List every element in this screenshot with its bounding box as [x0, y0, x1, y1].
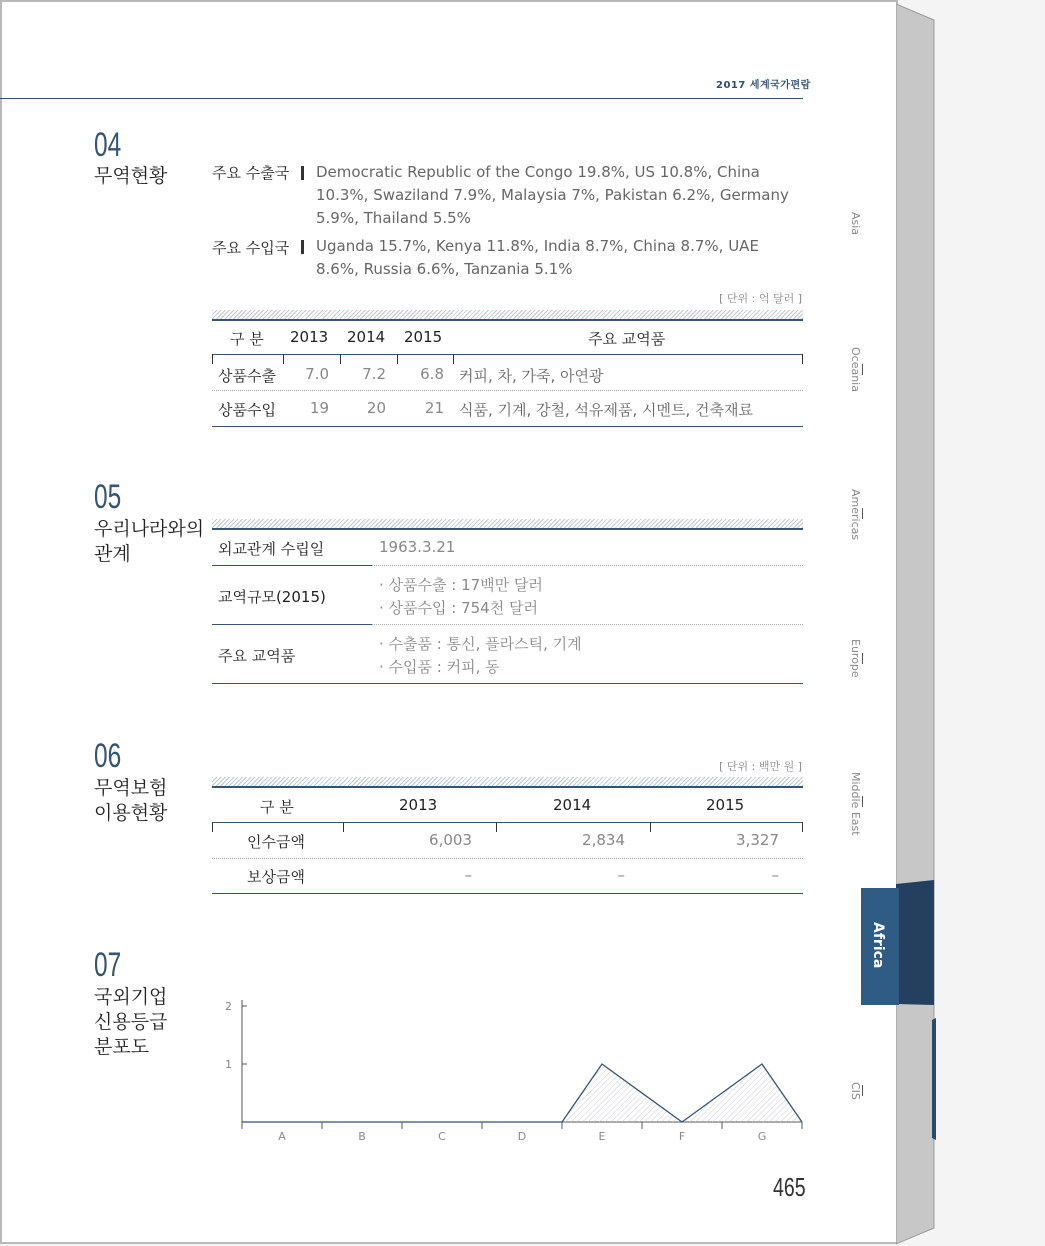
- value-2014: 7.2: [362, 365, 386, 383]
- series-area: [242, 1064, 802, 1122]
- section-05-title-line2: 관계: [94, 543, 131, 565]
- relation-label-established: 외교관계 수립일: [218, 540, 325, 558]
- insurance-header-2013: 2013: [399, 796, 438, 814]
- tab-asia[interactable]: Asia: [849, 212, 862, 236]
- tab-marker: [862, 364, 863, 375]
- value-2014: –: [617, 866, 625, 884]
- row-divider: [212, 858, 803, 859]
- tab-europe[interactable]: Europe: [849, 639, 862, 678]
- relation-value-exports: · 상품수출 : 17백만 달러: [379, 576, 543, 594]
- section-07-title-line3: 분포도: [94, 1036, 150, 1058]
- x-tick-label-B: B: [358, 1130, 366, 1143]
- y-tick-label-2: 2: [225, 1000, 232, 1013]
- trade-header-2015: 2015: [404, 328, 443, 346]
- value-2015: 6.8: [420, 365, 444, 383]
- section-07-number: 07: [94, 946, 122, 984]
- value-2013: 6,003: [429, 831, 472, 849]
- value-2013: –: [464, 866, 472, 884]
- table-bottom-rule: [212, 893, 803, 894]
- section-07-title-line2: 신용등급: [94, 1011, 168, 1033]
- tab-cis[interactable]: CIS: [849, 1082, 862, 1100]
- trade-header-2013: 2013: [290, 328, 329, 346]
- section-04-title: 무역현황: [94, 165, 168, 187]
- table-top-rule: [212, 310, 803, 321]
- insurance-header-2015: 2015: [706, 796, 745, 814]
- row-divider: [372, 565, 803, 566]
- tab-middle-east[interactable]: Middle East: [849, 772, 862, 836]
- column-tick: [340, 354, 341, 364]
- table-bottom-rule: [212, 426, 803, 427]
- tab-marker: [862, 1085, 863, 1096]
- header-rule: [0, 98, 803, 99]
- section-05-title-line1: 우리나라와의: [94, 518, 205, 540]
- export-countries-label: 주요 수출국: [212, 164, 290, 182]
- relation-value-export-goods: · 수출품 : 통신, 플라스틱, 기계: [379, 635, 582, 653]
- relation-label-main-goods: 주요 교역품: [218, 647, 296, 665]
- column-tick: [212, 354, 213, 364]
- value-2013: 19: [309, 399, 329, 417]
- x-tick-label-E: E: [598, 1130, 606, 1143]
- section-06-title-line1: 무역보험: [94, 777, 168, 799]
- x-tick-label-A: A: [278, 1130, 286, 1143]
- page-number: 465: [773, 1172, 806, 1202]
- relation-value-established: 1963.3.21: [379, 538, 456, 556]
- row-divider: [372, 624, 803, 625]
- row-divider: [212, 390, 803, 391]
- section-04-number: 04: [94, 126, 122, 164]
- value-2014: 20: [366, 399, 386, 417]
- label-rule: [212, 624, 372, 625]
- table-top-rule: [212, 777, 803, 788]
- column-tick: [802, 354, 803, 364]
- x-tick-label-D: D: [517, 1130, 527, 1143]
- value-2015: 3,327: [736, 831, 779, 849]
- insurance-unit-note: [ 단위 : 백만 원 ]: [719, 760, 802, 773]
- label-rule: [212, 565, 372, 566]
- x-tick-label-F: F: [678, 1130, 686, 1143]
- tab-marker: [862, 508, 863, 519]
- label-separator: [301, 166, 304, 180]
- section-06-title-line2: 이용현황: [94, 802, 168, 824]
- relation-value-imports: · 상품수입 : 754천 달러: [379, 599, 538, 617]
- tab-oceania[interactable]: Oceania: [849, 347, 862, 392]
- column-tick: [212, 822, 213, 832]
- table-bottom-rule: [212, 683, 803, 684]
- insurance-header-category: 구 분: [260, 798, 294, 816]
- trade-header-2014: 2014: [347, 328, 386, 346]
- value-2014: 2,834: [582, 831, 625, 849]
- credit-rating-chart: [210, 985, 810, 1145]
- row-items: 커피, 차, 가죽, 아연광: [459, 367, 604, 385]
- running-header-title: 2017 세계국가편람: [716, 80, 811, 91]
- row-label: 보상금액: [247, 868, 305, 886]
- y-tick-label-1: 1: [225, 1058, 232, 1071]
- column-tick: [283, 354, 284, 364]
- row-label: 상품수출: [218, 367, 276, 385]
- row-items: 식품, 기계, 강철, 석유제품, 시멘트, 건축재료: [459, 401, 754, 419]
- import-countries-label: 주요 수입국: [212, 239, 290, 257]
- tab-marker: [862, 796, 863, 807]
- tab-americas[interactable]: Americas: [849, 489, 862, 541]
- column-tick: [802, 822, 803, 832]
- column-tick: [453, 354, 454, 364]
- relation-label-trade-volume: 교역규모(2015): [218, 588, 326, 606]
- export-countries-text: Democratic Republic of the Congo 19.8%, US 10.8%, China 10.3%, Swaziland 7.9%, Malaysia 7%, Pakistan 6.2%, Germany 5.9%, Thailand 5.5%: [316, 163, 789, 227]
- insurance-header-2014: 2014: [553, 796, 592, 814]
- trade-header-category: 구 분: [230, 330, 264, 348]
- section-06-number: 06: [94, 737, 122, 775]
- table-rule: [212, 822, 803, 823]
- row-label: 상품수입: [218, 401, 276, 419]
- trade-header-items: 주요 교역품: [588, 330, 666, 348]
- x-tick-label-C: C: [438, 1130, 446, 1143]
- table-top-rule: [212, 519, 803, 530]
- x-tick-label-G: G: [757, 1130, 767, 1143]
- relation-value-import-goods: · 수입품 : 커피, 동: [379, 658, 500, 676]
- value-2013: 7.0: [305, 365, 329, 383]
- value-2015: –: [771, 866, 779, 884]
- page-edge-stack: [896, 0, 940, 1246]
- section-07-title-line1: 국외기업: [94, 986, 168, 1008]
- value-2015: 21: [424, 399, 444, 417]
- table-rule: [212, 354, 803, 355]
- tab-africa-label: Africa: [870, 922, 886, 969]
- column-tick: [397, 354, 398, 364]
- label-separator: [301, 240, 304, 254]
- row-label: 인수금액: [247, 833, 305, 851]
- tab-marker: [862, 653, 863, 664]
- trade-unit-note: [ 단위 : 억 달러 ]: [719, 292, 802, 305]
- import-countries-text: Uganda 15.7%, Kenya 11.8%, India 8.7%, China 8.7%, UAE 8.6%, Russia 6.6%, Tanzania 5.1%: [316, 237, 759, 278]
- section-05-number: 05: [94, 478, 122, 516]
